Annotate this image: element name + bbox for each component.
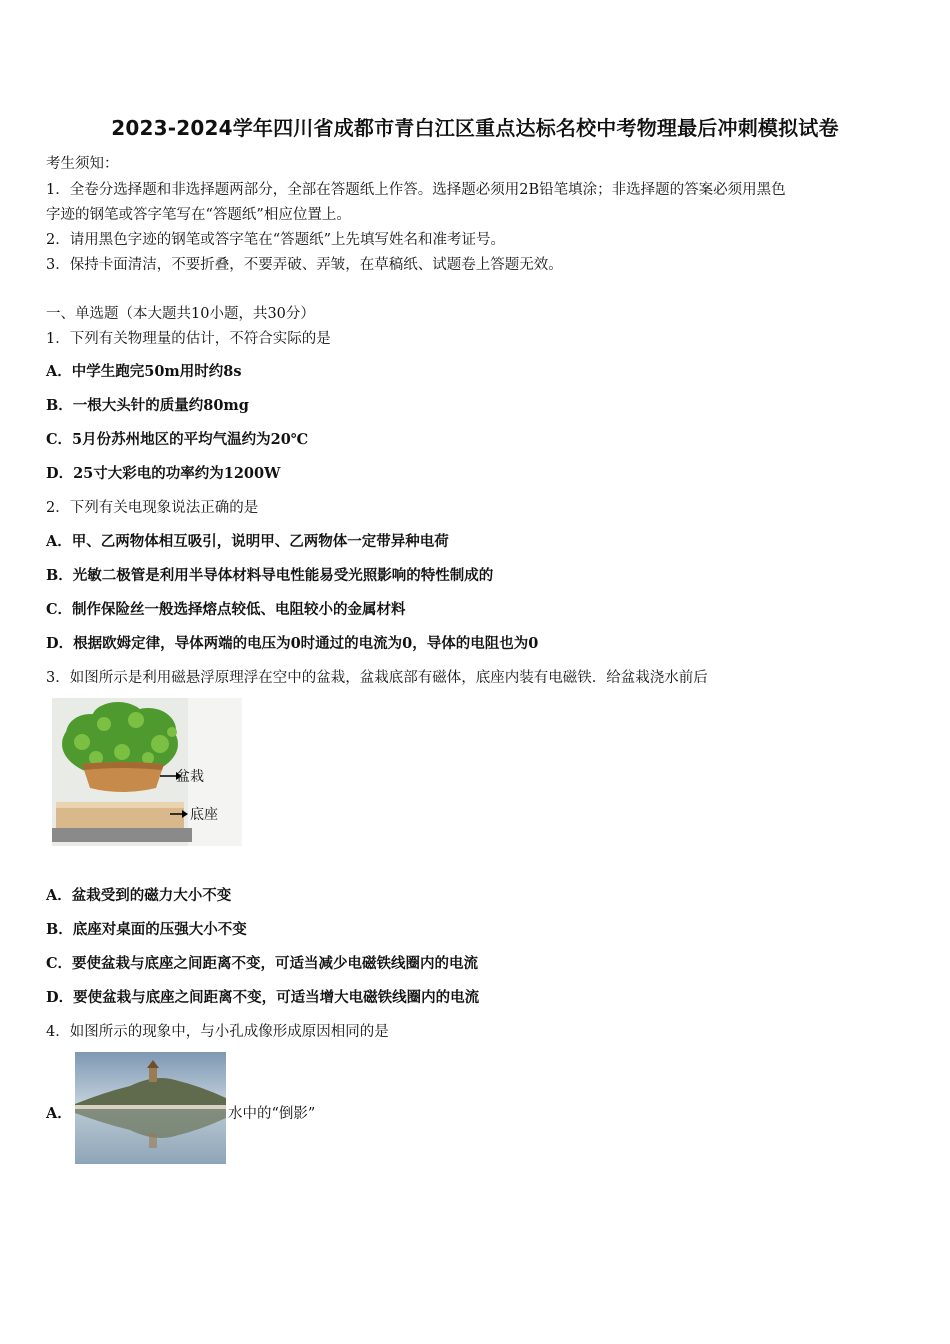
question-2-stem: 2．下列有关电现象说法正确的是 (46, 500, 259, 516)
question-3-option-b: B．底座对桌面的压强大小不变 (46, 921, 247, 938)
notice-item: 字迹的钢笔或答字笔写在“答题纸”相应位置上。 (46, 207, 351, 223)
question-4-stem: 4．如图所示的现象中，与小孔成像形成原因相同的是 (46, 1024, 389, 1040)
levitating-plant-figure (52, 698, 242, 846)
figure-label-base: 底座 (190, 807, 218, 823)
notice-item: 2．请用黑色字迹的钢笔或答字笔在“答题纸”上先填写姓名和准考证号。 (46, 232, 506, 248)
figure-label-pot: 盆栽 (176, 769, 204, 785)
page-title: 2023-2024学年四川省成都市青白江区重点达标名校中考物理最后冲刺模拟试卷 (111, 116, 839, 140)
question-3-stem: 3．如图所示是利用磁悬浮原理浮在空中的盆栽，盆栽底部有磁体，底座内装有电磁铁．给盆栽浇水前后 (46, 670, 708, 686)
section-heading: 一、单选题（本大题共10小题，共30分） (46, 306, 315, 322)
question-2-option-d: D．根据欧姆定律，导体两端的电压为0时通过的电流为0，导体的电阻也为0 (46, 635, 539, 652)
notice-heading: 考生须知： (46, 156, 119, 172)
question-4-option-a-letter: A． (46, 1105, 72, 1122)
question-3-option-c: C．要使盆栽与底座之间距离不变，可适当减少电磁铁线圈内的电流 (46, 955, 479, 972)
question-1-option-d: D．25寸大彩电的功率约为1200W (46, 465, 281, 482)
question-2-option-c: C．制作保险丝一般选择熔点较低、电阻较小的金属材料 (46, 601, 406, 618)
question-4-option-a-text: 水中的“倒影” (228, 1106, 316, 1122)
question-3-option-a: A．盆栽受到的磁力大小不变 (46, 887, 232, 904)
lake-reflection-illustration (75, 1052, 226, 1164)
notice-item: 3．保持卡面清洁，不要折叠，不要弄破、弄皱，在草稿纸、试题卷上答题无效。 (46, 257, 563, 273)
question-2-option-b: B．光敏二极管是利用半导体材料导电性能易受光照影响的特性制成的 (46, 567, 494, 584)
question-1-option-b: B．一根大头针的质量约80mg (46, 397, 249, 414)
notice-item: 1．全卷分选择题和非选择题两部分，全部在答题纸上作答。选择题必须用2B铅笔填涂；非选择题的答案必须用黑色 (46, 182, 786, 198)
water-reflection-photo (75, 1052, 226, 1164)
question-1-option-c: C．5月份苏州地区的平均气温约为20℃ (46, 431, 309, 448)
question-1-option-a: A．中学生跑完50m用时约8s (46, 363, 242, 380)
question-1-stem: 1．下列有关物理量的估计，不符合实际的是 (46, 331, 331, 347)
question-2-option-a: A．甲、乙两物体相互吸引，说明甲、乙两物体一定带异种电荷 (46, 533, 449, 550)
question-3-option-d: D．要使盆栽与底座之间距离不变，可适当增大电磁铁线圈内的电流 (46, 989, 480, 1006)
